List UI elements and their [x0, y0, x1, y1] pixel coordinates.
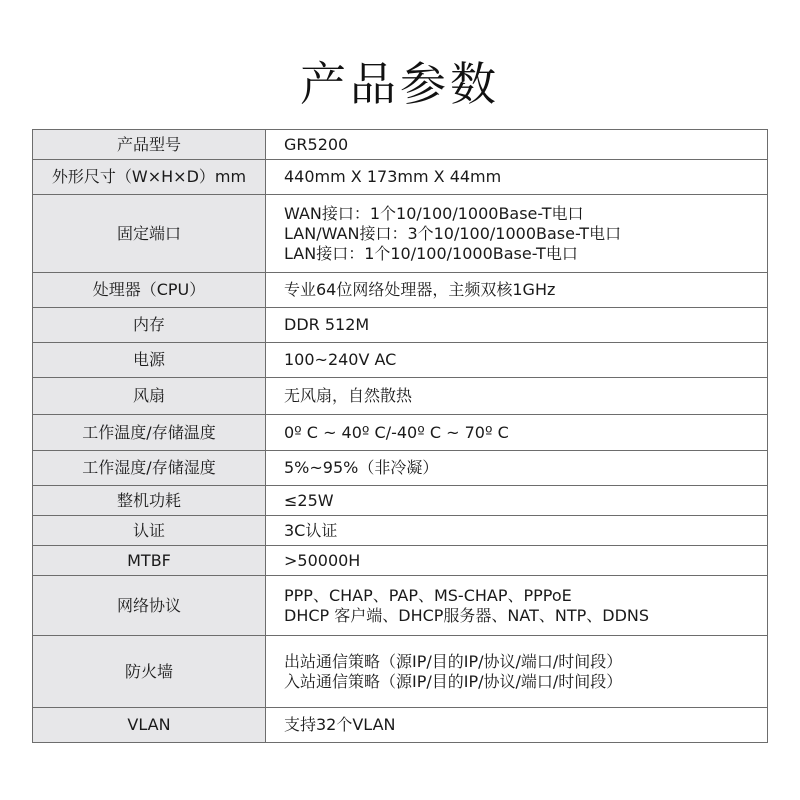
spec-value-line: 3C认证: [284, 520, 338, 540]
spec-key-model: 产品型号: [33, 130, 266, 160]
spec-key-certification: 认证: [33, 516, 266, 546]
table-row: [33, 130, 768, 160]
spec-value-line: 专业64位网络处理器，主频双核1GHz: [284, 280, 556, 299]
spec-key-power: 电源: [33, 343, 266, 378]
table-row: [33, 576, 768, 636]
table-row: [33, 708, 768, 743]
spec-value-line: 440mm X 173mm X 44mm: [284, 167, 502, 186]
spec-value-line: PPP、CHAP、PAP、MS-CHAP、PPPoE: [284, 585, 572, 605]
spec-key-humidity: 工作湿度/存储湿度: [33, 451, 266, 486]
spec-value-line: GR5200: [284, 134, 349, 154]
spec-key-ports: 固定端口: [33, 195, 266, 273]
spec-value-line: 出站通信策略（源IP/目的IP/协议/端口/时间段）: [284, 651, 623, 671]
spec-value-model: [266, 130, 768, 160]
spec-value-certification: [266, 516, 768, 546]
spec-key-dimensions: 外形尺寸（W×H×D）mm: [33, 160, 266, 195]
spec-value-ports: [266, 195, 768, 273]
spec-value-mtbf: [266, 546, 768, 576]
table-row: [33, 160, 768, 195]
spec-value-line: DHCP 客户端、DHCP服务器、NAT、NTP、DDNS: [284, 605, 650, 625]
spec-key-protocols: 网络协议: [33, 576, 266, 636]
table-row: [33, 273, 768, 308]
table-row: [33, 378, 768, 415]
table-row: [33, 415, 768, 451]
table-row: [33, 451, 768, 486]
spec-value-power: [266, 343, 768, 378]
spec-value-line: 入站通信策略（源IP/目的IP/协议/端口/时间段）: [284, 671, 623, 691]
spec-value-protocols: [266, 576, 768, 636]
spec-key-mtbf: MTBF: [33, 546, 266, 576]
spec-value-vlan: [266, 708, 768, 743]
table-row: [33, 636, 768, 708]
spec-value-line: DDR 512M: [284, 315, 370, 334]
page-title: 产品参数: [300, 57, 500, 111]
spec-key-fan: 风扇: [33, 378, 266, 415]
spec-value-line: ≤25W: [284, 490, 334, 510]
spec-key-power-consumption: 整机功耗: [33, 486, 266, 516]
table-row: [33, 343, 768, 378]
spec-value-line: 支持32个VLAN: [284, 715, 396, 734]
spec-key-memory: 内存: [33, 308, 266, 343]
spec-value-power-consumption: [266, 486, 768, 516]
spec-key-firewall: 防火墙: [33, 636, 266, 708]
spec-key-temperature: 工作温度/存储温度: [33, 415, 266, 451]
table-row: [33, 486, 768, 516]
spec-value-line: WAN接口：1个10/100/1000Base-T电口: [284, 203, 584, 223]
table-row: [33, 516, 768, 546]
spec-value-line: 0º C ~ 40º C/-40º C ~ 70º C: [284, 422, 509, 442]
spec-value-fan: [266, 378, 768, 415]
spec-value-line: LAN/WAN接口：3个10/100/1000Base-T电口: [284, 223, 622, 243]
spec-value-line: 100~240V AC: [284, 350, 397, 369]
spec-table: [32, 129, 768, 743]
spec-key-vlan: VLAN: [33, 708, 266, 743]
spec-value-cpu: [266, 273, 768, 308]
table-row: [33, 308, 768, 343]
spec-value-line: 无风扇，自然散热: [284, 386, 413, 405]
table-row: [33, 195, 768, 273]
spec-value-firewall: [266, 636, 768, 708]
spec-value-dimensions: [266, 160, 768, 195]
spec-value-temperature: [266, 415, 768, 451]
spec-key-cpu: 处理器（CPU）: [33, 273, 266, 308]
spec-value-line: >50000H: [284, 550, 361, 570]
spec-value-memory: [266, 308, 768, 343]
spec-value-line: 5%~95%（非冷凝）: [284, 458, 439, 477]
table-row: [33, 546, 768, 576]
spec-value-line: LAN接口：1个10/100/1000Base-T电口: [284, 243, 578, 263]
spec-value-humidity: [266, 451, 768, 486]
